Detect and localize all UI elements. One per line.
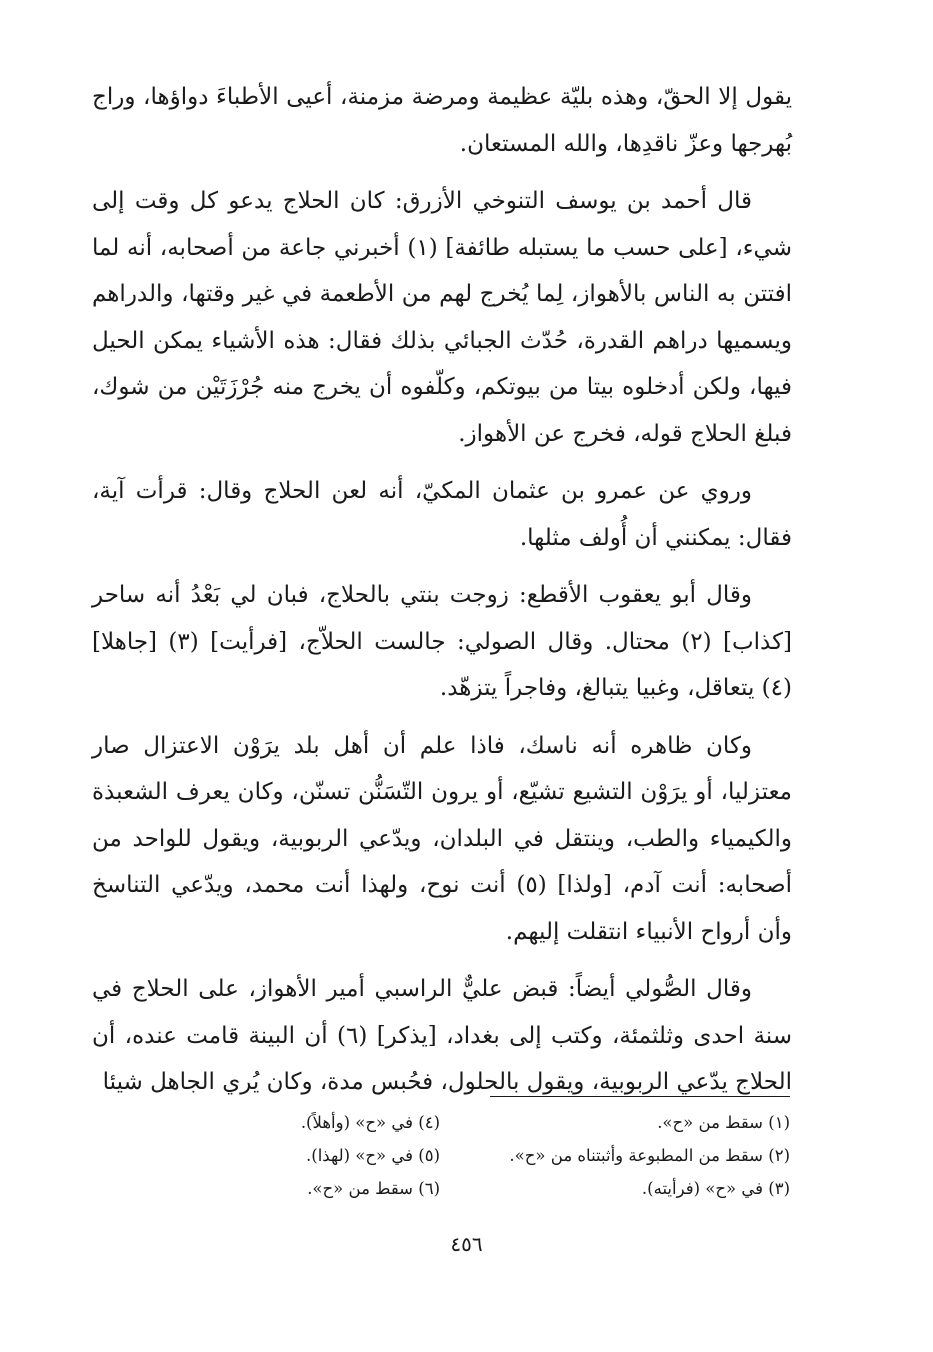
paragraph-6: وقال الصُّولي أيضاً: قبض عليٌّ الراسبي أمير الأهواز، على الحلاج في سنة احدى وثلثمئة، وكتب إلى بغداد، [يذكر] (٦) أن البينة قامت عنده، أن الحلاج يدّعي الربوبية، ويقول بالحلول، فحُبس مدة، وكان يُري الجاهل شيئا xyxy=(92,976,792,1095)
paragraph-4: وقال أبو يعقوب الأقطع: زوجت بنتي بالحلاج، فبان لي بَعْدُ أنه ساحر [كذاب] (٢) محتال. وقال الصولي: جالست الحلاّج، [فرأيت] (٣) [جاهلا] (٤) يتعاقل، وغبيا يتبالغ، وفاجراً يتزهّد. xyxy=(92,582,792,701)
paragraph-3: وروي عن عمرو بن عثمان المكيّ، أنه لعن الحلاج وقال: قرأت آية، فقال: يمكنني أن أُولف مثلها. xyxy=(92,478,792,551)
footnotes-right-column xyxy=(480,1106,790,1205)
footnote-2: (٢) سقط من المطبوعة وأثبتناه من «ح». xyxy=(509,1146,790,1165)
page-number: ٤٥٦ xyxy=(450,1232,483,1256)
paragraph-2: قال أحمد بن يوسف التنوخي الأزرق: كان الحلاج يدعو كل وقت إلى شيء، [على حسب ما يستبله طائفة] (١) أخبرني جاعة من أصحابه، أنه لما افتتن به الناس بالأهواز، لِما يُخرج لهم من الأطعمة في غير وقتها، والدراهم ويسميها دراهم القدرة، حُدّث الجبائي بذلك فقال: هذه الأشياء يمكن الحيل فيها، ولكن أدخلوه بيتا من بيوتكم، وكلّفوه أن يخرج منه جُرْزَتَيْن من شوك، فبلغ الحلاج قوله، فخرج عن الأهواز. xyxy=(92,188,792,447)
footnote-3: (٣) في «ح» (فرأيته). xyxy=(641,1179,790,1198)
footnote-4: (٤) في «ح» (وأهلاً). xyxy=(300,1113,440,1132)
paragraph-1: يقول إلا الحقّ، وهذه بليّة عظيمة ومرضة مزمنة، أعيى الأطباءَ دواؤها، وراج بُهرجها وعزّ ناقدِها، والله المستعان. xyxy=(92,84,792,157)
main-text xyxy=(92,74,792,1117)
footnote-5: (٥) في «ح» (لهذا). xyxy=(306,1146,440,1165)
footnotes-left-column xyxy=(240,1106,440,1205)
footnote-1: (١) سقط من «ح». xyxy=(657,1113,790,1132)
footnote-separator xyxy=(490,1096,790,1097)
paragraph-5: وكان ظاهره أنه ناسك، فاذا علم أن أهل بلد يرَوْن الاعتزال صار معتزليا، أو يرَوْن التشيع تشيّع، أو يرون التّسَنُّن تسنّن، وكان يعرف الشعبذة والكيمياء والطب، وينتقل في البلدان، ويدّعي الربوبية، ويقول للواحد من أصحابه: أنت آدم، [ولذا] (٥) أنت نوح، ولهذا أنت محمد، ويدّعي التناسخ وأن أرواح الأنبياء انتقلت إليهم. xyxy=(92,732,792,945)
footnote-6: (٦) سقط من «ح». xyxy=(307,1179,440,1198)
